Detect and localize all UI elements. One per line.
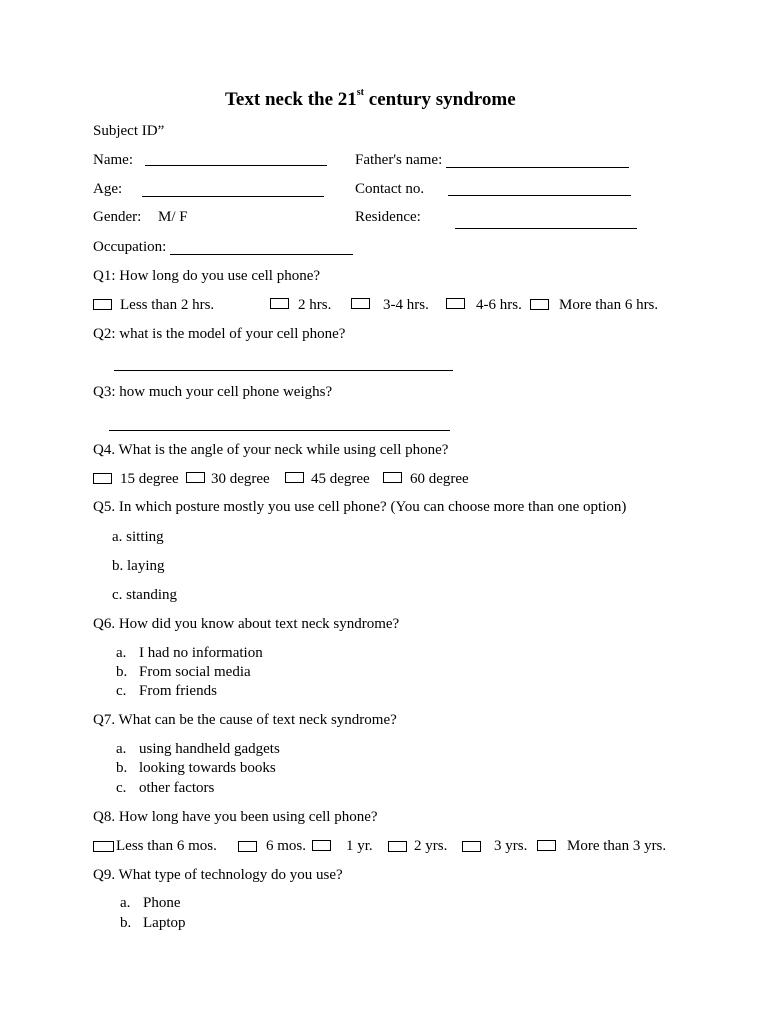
- q6-marker-3: c.: [116, 683, 127, 699]
- q8-option-5: 3 yrs.: [494, 838, 528, 854]
- q6-option-2[interactable]: From social media: [139, 664, 251, 680]
- q2-answer-field[interactable]: [114, 370, 453, 371]
- title-main: Text neck the 21: [225, 89, 357, 110]
- q9-marker-2: b.: [120, 915, 132, 931]
- q8-question: Q8. How long have you been using cell phone?: [93, 809, 378, 825]
- q1-checkbox-3[interactable]: [351, 298, 370, 309]
- q4-option-3: 45 degree: [311, 471, 370, 487]
- occupation-label: Occupation:: [93, 239, 167, 255]
- residence-label: Residence:: [355, 209, 421, 225]
- gender-options[interactable]: M/ F: [158, 209, 188, 225]
- q7-option-1[interactable]: using handheld gadgets: [139, 741, 280, 757]
- q7-option-2[interactable]: looking towards books: [139, 760, 276, 776]
- q7-marker-2: b.: [116, 760, 128, 776]
- q8-option-4: 2 yrs.: [414, 838, 448, 854]
- q6-option-3[interactable]: From friends: [139, 683, 217, 699]
- fathers-name-label: Father's name:: [355, 152, 443, 168]
- q7-option-3[interactable]: other factors: [139, 780, 215, 796]
- q1-question: Q1: How long do you use cell phone?: [93, 268, 321, 284]
- q9-option-1[interactable]: Phone: [143, 895, 181, 911]
- q6-question: Q6. How did you know about text neck syndrome?: [93, 616, 400, 632]
- q8-checkbox-5[interactable]: [462, 841, 481, 852]
- q4-option-1: 15 degree: [120, 471, 179, 487]
- title-superscript: st: [356, 87, 365, 98]
- q9-marker-1: a.: [120, 895, 131, 911]
- q8-checkbox-4[interactable]: [388, 841, 407, 852]
- q4-question: Q4. What is the angle of your neck while using cell phone?: [93, 442, 449, 458]
- q4-checkbox-4[interactable]: [383, 472, 402, 483]
- q1-checkbox-5[interactable]: [530, 299, 549, 310]
- q1-checkbox-1[interactable]: [93, 299, 112, 310]
- q1-option-1: Less than 2 hrs.: [120, 297, 215, 313]
- q4-checkbox-2[interactable]: [186, 472, 205, 483]
- q1-option-5: More than 6 hrs.: [559, 297, 659, 313]
- q9-option-2[interactable]: Laptop: [143, 915, 186, 931]
- q7-marker-1: a.: [116, 741, 127, 757]
- residence-field[interactable]: [455, 228, 637, 229]
- name-label: Name:: [93, 152, 133, 168]
- q5-question: Q5. In which posture mostly you use cell phone? (You can choose more than one option): [93, 499, 627, 515]
- q4-checkbox-3[interactable]: [285, 472, 304, 483]
- occupation-field[interactable]: [170, 254, 353, 255]
- q6-marker-2: b.: [116, 664, 128, 680]
- q5-option-3[interactable]: c. standing: [112, 587, 177, 603]
- name-field[interactable]: [145, 165, 327, 166]
- q8-option-1: Less than 6 mos.: [116, 838, 217, 854]
- q6-marker-1: a.: [116, 645, 127, 661]
- age-label: Age:: [93, 181, 123, 197]
- q3-answer-field[interactable]: [109, 430, 450, 431]
- q8-option-3: 1 yr.: [346, 838, 373, 854]
- q6-option-1[interactable]: I had no information: [139, 645, 263, 661]
- q5-option-2[interactable]: b. laying: [112, 558, 165, 574]
- q7-question: Q7. What can be the cause of text neck syndrome?: [93, 712, 397, 728]
- q4-option-4: 60 degree: [410, 471, 469, 487]
- q1-checkbox-4[interactable]: [446, 298, 465, 309]
- contact-field[interactable]: [448, 195, 631, 196]
- fathers-name-field[interactable]: [446, 167, 629, 168]
- q5-option-1[interactable]: a. sitting: [112, 529, 164, 545]
- q8-option-2: 6 mos.: [266, 838, 307, 854]
- title-rest: century syndrome: [364, 89, 516, 110]
- q2-question: Q2: what is the model of your cell phone?: [93, 326, 346, 342]
- q9-question: Q9. What type of technology do you use?: [93, 867, 343, 883]
- contact-label: Contact no.: [355, 181, 425, 197]
- q4-checkbox-1[interactable]: [93, 473, 112, 484]
- age-field[interactable]: [142, 196, 324, 197]
- q7-marker-3: c.: [116, 780, 127, 796]
- q1-option-3: 3-4 hrs.: [383, 297, 429, 313]
- q8-checkbox-6[interactable]: [537, 840, 556, 851]
- q1-option-4: 4-6 hrs.: [476, 297, 522, 313]
- q1-option-2: 2 hrs.: [298, 297, 332, 313]
- q1-checkbox-2[interactable]: [270, 298, 289, 309]
- page-title: [225, 87, 516, 110]
- subject-id-label: Subject ID”: [93, 123, 165, 139]
- q8-option-6: More than 3 yrs.: [567, 838, 667, 854]
- q8-checkbox-2[interactable]: [238, 841, 257, 852]
- q3-question: Q3: how much your cell phone weighs?: [93, 384, 333, 400]
- q8-checkbox-1[interactable]: [93, 841, 114, 852]
- q4-option-2: 30 degree: [211, 471, 270, 487]
- gender-label: Gender:: [93, 209, 142, 225]
- q8-checkbox-3[interactable]: [312, 840, 331, 851]
